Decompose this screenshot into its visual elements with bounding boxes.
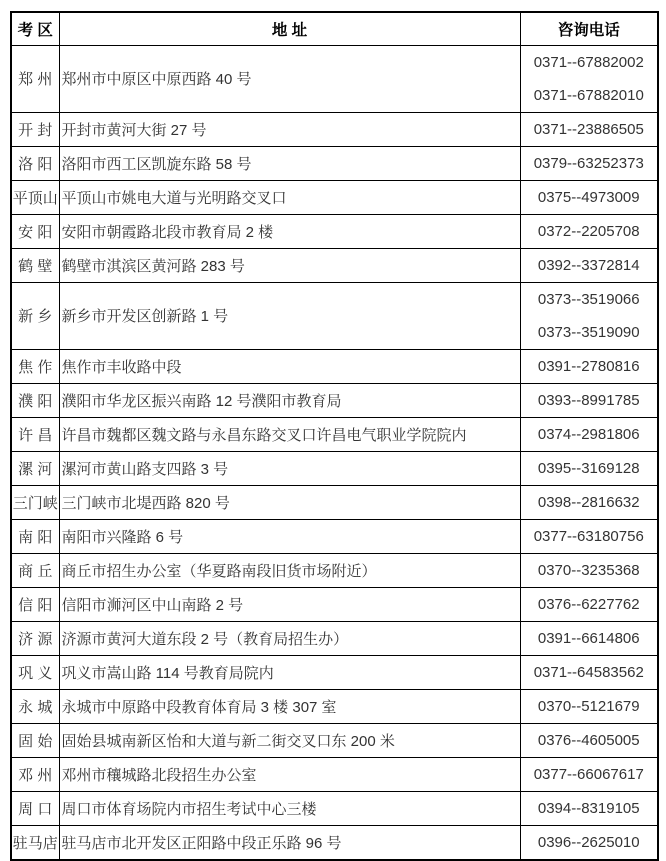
- phone-number: 0377--66067617: [533, 765, 644, 783]
- district-cell: 巩 义: [11, 655, 59, 689]
- address-cell: 漯河市黄山路支四路 3 号: [59, 451, 520, 485]
- phone-number: 0391--2780816: [537, 357, 640, 375]
- table-row: [11, 791, 658, 825]
- phone-number: 0373--3519066: [537, 290, 640, 308]
- table-row: [11, 723, 658, 757]
- phone-number: 0391--6614806: [537, 629, 640, 647]
- table-row: [11, 112, 658, 146]
- address-cell: 南阳市兴隆路 6 号: [59, 519, 520, 553]
- phone-cell: [520, 655, 658, 689]
- address-cell: 鹤壁市淇滨区黄河路 283 号: [59, 248, 520, 282]
- phone-cell: [520, 689, 658, 723]
- phone-number: 0393--8991785: [537, 391, 640, 409]
- phone-number: 0372--2205708: [537, 222, 640, 240]
- phone-cell: [520, 214, 658, 248]
- district-cell: 许 昌: [11, 417, 59, 451]
- phone-cell: [520, 417, 658, 451]
- district-cell: 濮 阳: [11, 383, 59, 417]
- phone-number: 0371--67882010: [533, 86, 644, 104]
- phone-number: 0370--5121679: [537, 697, 640, 715]
- phone-cell: [520, 825, 658, 860]
- phone-cell: [520, 519, 658, 553]
- phone-number: 0377--63180756: [533, 527, 644, 545]
- table-row: [11, 485, 658, 519]
- phone-cell: [520, 146, 658, 180]
- district-cell: 固 始: [11, 723, 59, 757]
- table-row: [11, 757, 658, 791]
- table-row: [11, 587, 658, 621]
- table-row: [11, 689, 658, 723]
- phone-number: 0392--3372814: [537, 256, 640, 274]
- table-row: [11, 451, 658, 485]
- district-cell: 安 阳: [11, 214, 59, 248]
- phone-number: 0371--64583562: [533, 663, 644, 681]
- address-cell: 开封市黄河大街 27 号: [59, 112, 520, 146]
- phone-cell: [520, 485, 658, 519]
- phone-number: 0371--23886505: [533, 120, 644, 138]
- district-cell: 洛 阳: [11, 146, 59, 180]
- table-row: [11, 825, 658, 860]
- table-row: [11, 282, 658, 349]
- address-cell: 永城市中原路中段教育体育局 3 楼 307 室: [59, 689, 520, 723]
- table-row: [11, 553, 658, 587]
- table-body: [11, 45, 658, 860]
- table-row: [11, 655, 658, 689]
- table-row: [11, 214, 658, 248]
- district-cell: 周 口: [11, 791, 59, 825]
- district-cell: 平顶山: [11, 180, 59, 214]
- phone-cell: [520, 282, 658, 349]
- district-cell: 南 阳: [11, 519, 59, 553]
- phone-number: 0370--3235368: [537, 561, 640, 579]
- table-row: [11, 349, 658, 383]
- address-cell: 许昌市魏都区魏文路与永昌东路交叉口许昌电气职业学院院内: [59, 417, 520, 451]
- phone-cell: [520, 383, 658, 417]
- district-cell: 信 阳: [11, 587, 59, 621]
- table-row: [11, 417, 658, 451]
- table-row: [11, 146, 658, 180]
- phone-cell: [520, 723, 658, 757]
- address-cell: 周口市体育场院内市招生考试中心三楼: [59, 791, 520, 825]
- phone-number: 0394--8319105: [537, 799, 640, 817]
- phone-cell: [520, 112, 658, 146]
- district-cell: 郑 州: [11, 45, 59, 112]
- phone-number: 0379--63252373: [533, 154, 644, 172]
- column-header-address: 地 址: [59, 12, 520, 45]
- address-cell: 信阳市浉河区中山南路 2 号: [59, 587, 520, 621]
- phone-number: 0371--67882002: [533, 53, 644, 71]
- phone-number: 0373--3519090: [537, 323, 640, 341]
- phone-cell: [520, 791, 658, 825]
- column-header-phone: 咨询电话: [520, 12, 658, 45]
- phone-cell: [520, 180, 658, 214]
- phone-number: 0376--4605005: [537, 731, 640, 749]
- column-header-district: 考 区: [11, 12, 59, 45]
- district-cell: 开 封: [11, 112, 59, 146]
- district-cell: 三门峡: [11, 485, 59, 519]
- district-cell: 鹤 壁: [11, 248, 59, 282]
- district-cell: 新 乡: [11, 282, 59, 349]
- phone-cell: [520, 587, 658, 621]
- district-cell: 永 城: [11, 689, 59, 723]
- phone-cell: [520, 757, 658, 791]
- phone-number: 0398--2816632: [537, 493, 640, 511]
- exam-districts-table: [10, 11, 659, 861]
- phone-cell: [520, 553, 658, 587]
- district-cell: 驻马店: [11, 825, 59, 860]
- table-row: [11, 45, 658, 112]
- address-cell: 驻马店市北开发区正阳路中段正乐路 96 号: [59, 825, 520, 860]
- table-row: [11, 180, 658, 214]
- phone-cell: [520, 45, 658, 112]
- table-row: [11, 383, 658, 417]
- address-cell: 郑州市中原区中原西路 40 号: [59, 45, 520, 112]
- phone-cell: [520, 451, 658, 485]
- table-row: [11, 248, 658, 282]
- address-cell: 安阳市朝霞路北段市教育局 2 楼: [59, 214, 520, 248]
- district-cell: 邓 州: [11, 757, 59, 791]
- phone-number: 0374--2981806: [537, 425, 640, 443]
- district-cell: 济 源: [11, 621, 59, 655]
- phone-cell: [520, 349, 658, 383]
- address-cell: 邓州市穰城路北段招生办公室: [59, 757, 520, 791]
- table-row: [11, 519, 658, 553]
- district-cell: 漯 河: [11, 451, 59, 485]
- address-cell: 商丘市招生办公室（华夏路南段旧货市场附近）: [59, 553, 520, 587]
- address-cell: 焦作市丰收路中段: [59, 349, 520, 383]
- address-cell: 平顶山市姚电大道与光明路交叉口: [59, 180, 520, 214]
- address-cell: 济源市黄河大道东段 2 号（教育局招生办）: [59, 621, 520, 655]
- phone-cell: [520, 621, 658, 655]
- district-cell: 商 丘: [11, 553, 59, 587]
- address-cell: 巩义市嵩山路 114 号教育局院内: [59, 655, 520, 689]
- district-cell: 焦 作: [11, 349, 59, 383]
- phone-number: 0395--3169128: [537, 459, 640, 477]
- phone-number: 0375--4973009: [537, 188, 640, 206]
- address-cell: 洛阳市西工区凯旋东路 58 号: [59, 146, 520, 180]
- phone-number: 0396--2625010: [537, 833, 640, 851]
- header-row: [11, 12, 658, 45]
- phone-cell: [520, 248, 658, 282]
- address-cell: 新乡市开发区创新路 1 号: [59, 282, 520, 349]
- table-row: [11, 621, 658, 655]
- address-cell: 三门峡市北堤西路 820 号: [59, 485, 520, 519]
- phone-number: 0376--6227762: [537, 595, 640, 613]
- address-cell: 固始县城南新区怡和大道与新二街交叉口东 200 米: [59, 723, 520, 757]
- address-cell: 濮阳市华龙区振兴南路 12 号濮阳市教育局: [59, 383, 520, 417]
